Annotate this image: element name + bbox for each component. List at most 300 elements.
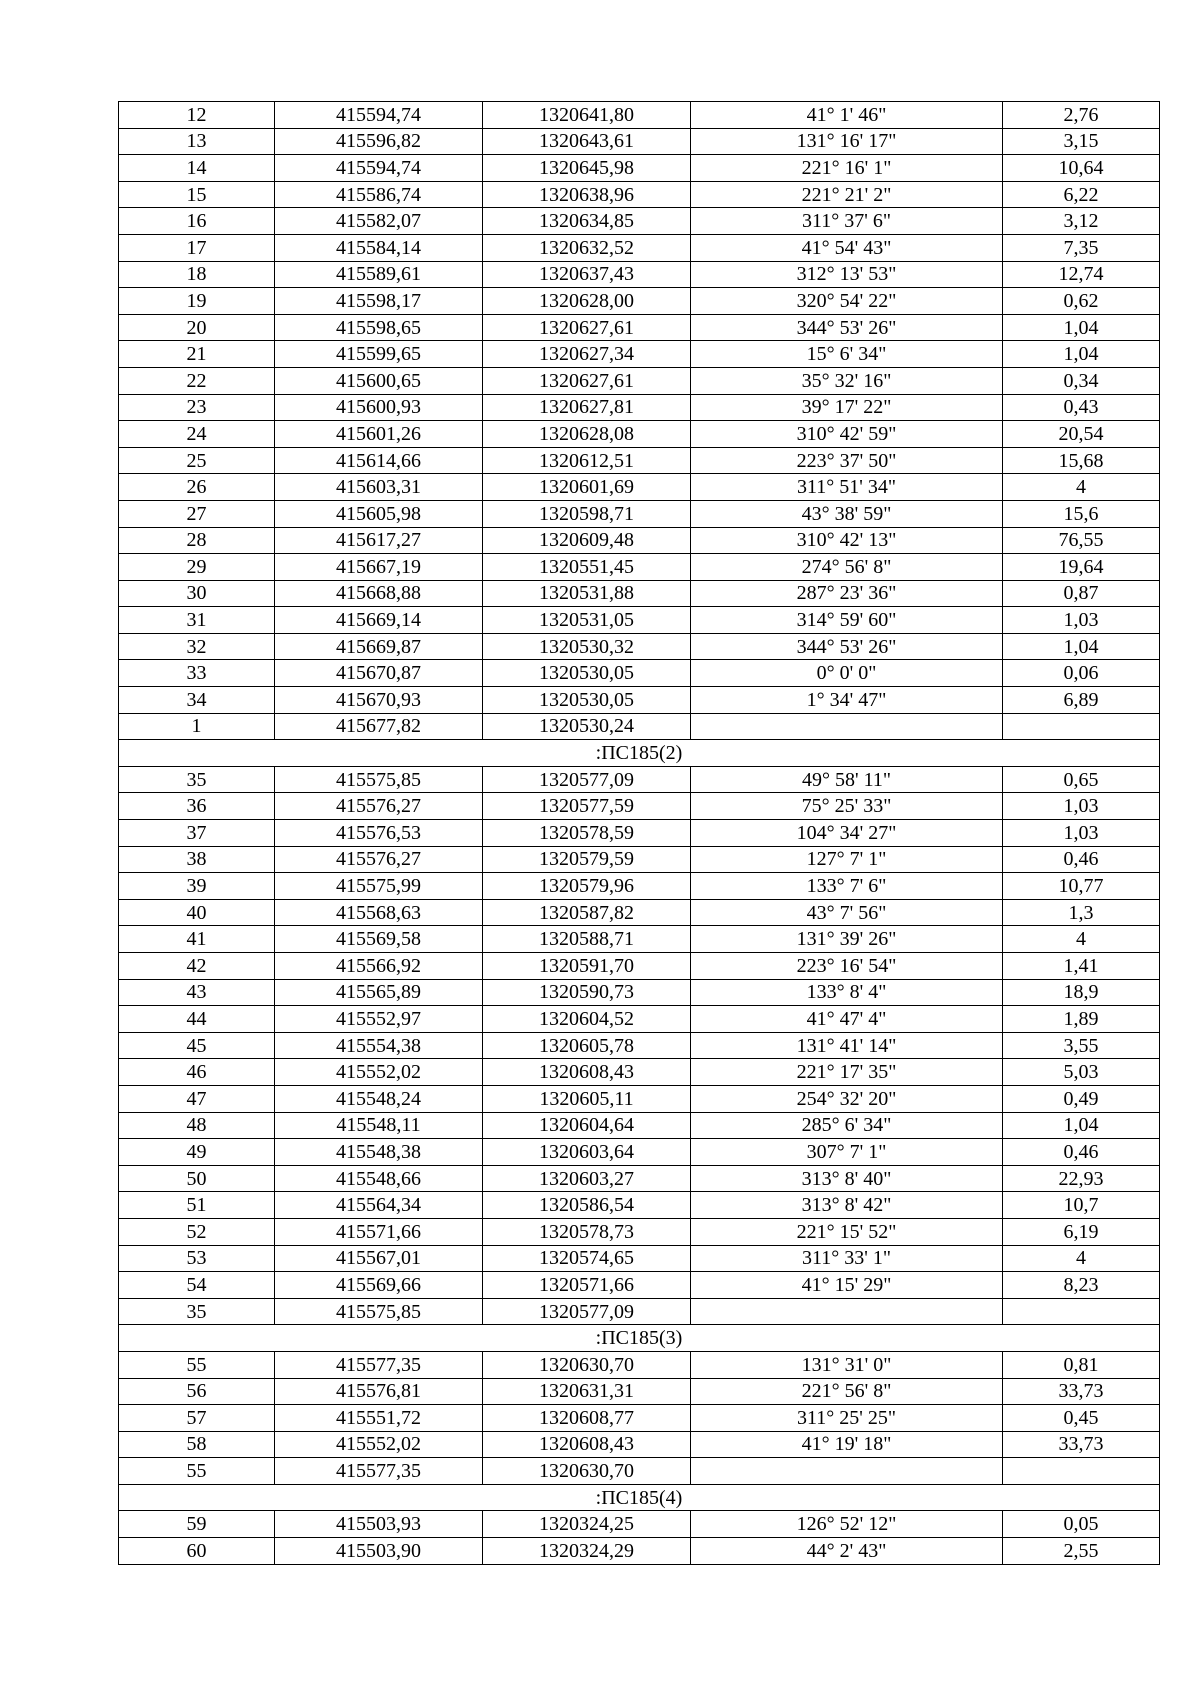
point-number-cell: 37 xyxy=(119,820,275,847)
direction-angle-cell: 131° 39' 26" xyxy=(691,926,1003,953)
point-number-cell: 40 xyxy=(119,899,275,926)
direction-angle-cell: 15° 6' 34" xyxy=(691,341,1003,368)
table-row xyxy=(119,554,1160,581)
direction-angle-cell: 311° 33' 1" xyxy=(691,1245,1003,1272)
direction-angle-cell: 274° 56' 8" xyxy=(691,554,1003,581)
direction-angle-cell: 131° 41' 14" xyxy=(691,1032,1003,1059)
distance-cell: 1,04 xyxy=(1003,314,1160,341)
y-coordinate-cell: 1320605,11 xyxy=(483,1085,691,1112)
distance-cell: 0,43 xyxy=(1003,394,1160,421)
direction-angle-cell: 131° 16' 17" xyxy=(691,128,1003,155)
y-coordinate-cell: 1320530,05 xyxy=(483,687,691,714)
table-row xyxy=(119,1431,1160,1458)
point-number-cell: 17 xyxy=(119,234,275,261)
distance-cell: 1,04 xyxy=(1003,633,1160,660)
table-row xyxy=(119,367,1160,394)
x-coordinate-cell: 415605,98 xyxy=(275,500,483,527)
x-coordinate-cell: 415667,19 xyxy=(275,554,483,581)
direction-angle-cell xyxy=(691,713,1003,740)
distance-cell: 8,23 xyxy=(1003,1272,1160,1299)
distance-cell: 18,9 xyxy=(1003,979,1160,1006)
y-coordinate-cell: 1320608,43 xyxy=(483,1059,691,1086)
section-header-row xyxy=(119,1325,1160,1352)
y-coordinate-cell: 1320530,32 xyxy=(483,633,691,660)
direction-angle-cell: 221° 21' 2" xyxy=(691,181,1003,208)
direction-angle-cell: 312° 13' 53" xyxy=(691,261,1003,288)
x-coordinate-cell: 415568,63 xyxy=(275,899,483,926)
table-row xyxy=(119,474,1160,501)
point-number-cell: 32 xyxy=(119,633,275,660)
distance-cell: 76,55 xyxy=(1003,527,1160,554)
x-coordinate-cell: 415601,26 xyxy=(275,421,483,448)
point-number-cell: 46 xyxy=(119,1059,275,1086)
point-number-cell: 53 xyxy=(119,1245,275,1272)
distance-cell: 4 xyxy=(1003,926,1160,953)
x-coordinate-cell: 415589,61 xyxy=(275,261,483,288)
distance-cell: 4 xyxy=(1003,474,1160,501)
point-number-cell: 52 xyxy=(119,1218,275,1245)
distance-cell: 5,03 xyxy=(1003,1059,1160,1086)
table-row xyxy=(119,421,1160,448)
direction-angle-cell: 221° 17' 35" xyxy=(691,1059,1003,1086)
x-coordinate-cell: 415567,01 xyxy=(275,1245,483,1272)
point-number-cell: 54 xyxy=(119,1272,275,1299)
y-coordinate-cell: 1320609,48 xyxy=(483,527,691,554)
table-row xyxy=(119,128,1160,155)
distance-cell: 6,89 xyxy=(1003,687,1160,714)
table-row xyxy=(119,1218,1160,1245)
y-coordinate-cell: 1320574,65 xyxy=(483,1245,691,1272)
y-coordinate-cell: 1320531,05 xyxy=(483,607,691,634)
distance-cell: 6,22 xyxy=(1003,181,1160,208)
y-coordinate-cell: 1320601,69 xyxy=(483,474,691,501)
x-coordinate-cell: 415552,02 xyxy=(275,1059,483,1086)
table-row xyxy=(119,1165,1160,1192)
direction-angle-cell: 44° 2' 43" xyxy=(691,1538,1003,1565)
table-row xyxy=(119,341,1160,368)
point-number-cell: 16 xyxy=(119,208,275,235)
y-coordinate-cell: 1320631,31 xyxy=(483,1378,691,1405)
point-number-cell: 1 xyxy=(119,713,275,740)
direction-angle-cell: 41° 47' 4" xyxy=(691,1006,1003,1033)
x-coordinate-cell: 415577,35 xyxy=(275,1458,483,1485)
distance-cell: 7,35 xyxy=(1003,234,1160,261)
y-coordinate-cell: 1320324,29 xyxy=(483,1538,691,1565)
y-coordinate-cell: 1320645,98 xyxy=(483,155,691,182)
table-row xyxy=(119,1085,1160,1112)
direction-angle-cell xyxy=(691,1458,1003,1485)
y-coordinate-cell: 1320628,08 xyxy=(483,421,691,448)
x-coordinate-cell: 415598,65 xyxy=(275,314,483,341)
distance-cell: 1,04 xyxy=(1003,341,1160,368)
y-coordinate-cell: 1320637,43 xyxy=(483,261,691,288)
point-number-cell: 59 xyxy=(119,1511,275,1538)
direction-angle-cell xyxy=(691,1298,1003,1325)
table-row xyxy=(119,979,1160,1006)
point-number-cell: 35 xyxy=(119,766,275,793)
distance-cell: 2,76 xyxy=(1003,102,1160,129)
table-row xyxy=(119,314,1160,341)
x-coordinate-cell: 415669,87 xyxy=(275,633,483,660)
point-number-cell: 56 xyxy=(119,1378,275,1405)
point-number-cell: 47 xyxy=(119,1085,275,1112)
point-number-cell: 13 xyxy=(119,128,275,155)
distance-cell: 1,89 xyxy=(1003,1006,1160,1033)
x-coordinate-cell: 415577,35 xyxy=(275,1351,483,1378)
table-row xyxy=(119,102,1160,129)
y-coordinate-cell: 1320630,70 xyxy=(483,1458,691,1485)
table-row xyxy=(119,1245,1160,1272)
distance-cell: 0,46 xyxy=(1003,1139,1160,1166)
x-coordinate-cell: 415552,02 xyxy=(275,1431,483,1458)
table-row xyxy=(119,1458,1160,1485)
x-coordinate-cell: 415548,38 xyxy=(275,1139,483,1166)
point-number-cell: 55 xyxy=(119,1458,275,1485)
direction-angle-cell: 126° 52' 12" xyxy=(691,1511,1003,1538)
point-number-cell: 38 xyxy=(119,846,275,873)
y-coordinate-cell: 1320608,77 xyxy=(483,1405,691,1432)
point-number-cell: 31 xyxy=(119,607,275,634)
direction-angle-cell: 344° 53' 26" xyxy=(691,633,1003,660)
direction-angle-cell: 41° 1' 46" xyxy=(691,102,1003,129)
point-number-cell: 26 xyxy=(119,474,275,501)
y-coordinate-cell: 1320571,66 xyxy=(483,1272,691,1299)
table-row xyxy=(119,953,1160,980)
direction-angle-cell: 310° 42' 59" xyxy=(691,421,1003,448)
distance-cell: 2,55 xyxy=(1003,1538,1160,1565)
point-number-cell: 51 xyxy=(119,1192,275,1219)
table-row xyxy=(119,633,1160,660)
table-row xyxy=(119,500,1160,527)
y-coordinate-cell: 1320634,85 xyxy=(483,208,691,235)
x-coordinate-cell: 415564,34 xyxy=(275,1192,483,1219)
direction-angle-cell: 320° 54' 22" xyxy=(691,288,1003,315)
point-number-cell: 42 xyxy=(119,953,275,980)
y-coordinate-cell: 1320579,59 xyxy=(483,846,691,873)
point-number-cell: 24 xyxy=(119,421,275,448)
direction-angle-cell: 35° 32' 16" xyxy=(691,367,1003,394)
direction-angle-cell: 133° 8' 4" xyxy=(691,979,1003,1006)
point-number-cell: 50 xyxy=(119,1165,275,1192)
distance-cell: 0,87 xyxy=(1003,580,1160,607)
y-coordinate-cell: 1320579,96 xyxy=(483,873,691,900)
x-coordinate-cell: 415586,74 xyxy=(275,181,483,208)
x-coordinate-cell: 415596,82 xyxy=(275,128,483,155)
direction-angle-cell: 287° 23' 36" xyxy=(691,580,1003,607)
direction-angle-cell: 49° 58' 11" xyxy=(691,766,1003,793)
x-coordinate-cell: 415670,87 xyxy=(275,660,483,687)
x-coordinate-cell: 415614,66 xyxy=(275,447,483,474)
y-coordinate-cell: 1320590,73 xyxy=(483,979,691,1006)
distance-cell: 12,74 xyxy=(1003,261,1160,288)
x-coordinate-cell: 415584,14 xyxy=(275,234,483,261)
direction-angle-cell: 307° 7' 1" xyxy=(691,1139,1003,1166)
table-row xyxy=(119,793,1160,820)
table-row xyxy=(119,261,1160,288)
point-number-cell: 19 xyxy=(119,288,275,315)
y-coordinate-cell: 1320638,96 xyxy=(483,181,691,208)
point-number-cell: 55 xyxy=(119,1351,275,1378)
table-row xyxy=(119,1272,1160,1299)
table-row xyxy=(119,607,1160,634)
point-number-cell: 34 xyxy=(119,687,275,714)
x-coordinate-cell: 415565,89 xyxy=(275,979,483,1006)
point-number-cell: 29 xyxy=(119,554,275,581)
x-coordinate-cell: 415575,85 xyxy=(275,1298,483,1325)
distance-cell: 0,81 xyxy=(1003,1351,1160,1378)
x-coordinate-cell: 415598,17 xyxy=(275,288,483,315)
table-row xyxy=(119,1351,1160,1378)
point-number-cell: 48 xyxy=(119,1112,275,1139)
y-coordinate-cell: 1320530,05 xyxy=(483,660,691,687)
point-number-cell: 58 xyxy=(119,1431,275,1458)
x-coordinate-cell: 415548,24 xyxy=(275,1085,483,1112)
distance-cell: 10,77 xyxy=(1003,873,1160,900)
y-coordinate-cell: 1320630,70 xyxy=(483,1351,691,1378)
x-coordinate-cell: 415548,11 xyxy=(275,1112,483,1139)
distance-cell: 0,05 xyxy=(1003,1511,1160,1538)
x-coordinate-cell: 415617,27 xyxy=(275,527,483,554)
y-coordinate-cell: 1320530,24 xyxy=(483,713,691,740)
y-coordinate-cell: 1320605,78 xyxy=(483,1032,691,1059)
y-coordinate-cell: 1320598,71 xyxy=(483,500,691,527)
distance-cell: 3,55 xyxy=(1003,1032,1160,1059)
table-row xyxy=(119,713,1160,740)
direction-angle-cell: 43° 7' 56" xyxy=(691,899,1003,926)
y-coordinate-cell: 1320324,25 xyxy=(483,1511,691,1538)
x-coordinate-cell: 415599,65 xyxy=(275,341,483,368)
table-row xyxy=(119,580,1160,607)
point-number-cell: 43 xyxy=(119,979,275,1006)
direction-angle-cell: 254° 32' 20" xyxy=(691,1085,1003,1112)
y-coordinate-cell: 1320591,70 xyxy=(483,953,691,980)
distance-cell: 1,03 xyxy=(1003,820,1160,847)
point-number-cell: 35 xyxy=(119,1298,275,1325)
y-coordinate-cell: 1320578,59 xyxy=(483,820,691,847)
point-number-cell: 27 xyxy=(119,500,275,527)
point-number-cell: 36 xyxy=(119,793,275,820)
coordinates-table-body xyxy=(119,102,1160,1565)
x-coordinate-cell: 415576,81 xyxy=(275,1378,483,1405)
x-coordinate-cell: 415576,53 xyxy=(275,820,483,847)
y-coordinate-cell: 1320578,73 xyxy=(483,1218,691,1245)
x-coordinate-cell: 415575,85 xyxy=(275,766,483,793)
direction-angle-cell: 311° 25' 25" xyxy=(691,1405,1003,1432)
table-row xyxy=(119,1511,1160,1538)
x-coordinate-cell: 415566,92 xyxy=(275,953,483,980)
table-row xyxy=(119,873,1160,900)
point-number-cell: 33 xyxy=(119,660,275,687)
direction-angle-cell: 127° 7' 1" xyxy=(691,846,1003,873)
point-number-cell: 15 xyxy=(119,181,275,208)
distance-cell: 20,54 xyxy=(1003,421,1160,448)
table-row xyxy=(119,527,1160,554)
y-coordinate-cell: 1320577,09 xyxy=(483,1298,691,1325)
y-coordinate-cell: 1320604,52 xyxy=(483,1006,691,1033)
direction-angle-cell: 313° 8' 42" xyxy=(691,1192,1003,1219)
x-coordinate-cell: 415576,27 xyxy=(275,793,483,820)
y-coordinate-cell: 1320586,54 xyxy=(483,1192,691,1219)
table-row xyxy=(119,394,1160,421)
coordinates-table xyxy=(118,101,1160,1565)
point-number-cell: 57 xyxy=(119,1405,275,1432)
section-title: :ПС185(4) xyxy=(119,1484,1160,1511)
direction-angle-cell: 344° 53' 26" xyxy=(691,314,1003,341)
distance-cell: 0,34 xyxy=(1003,367,1160,394)
point-number-cell: 18 xyxy=(119,261,275,288)
x-coordinate-cell: 415575,99 xyxy=(275,873,483,900)
distance-cell: 22,93 xyxy=(1003,1165,1160,1192)
section-title: :ПС185(2) xyxy=(119,740,1160,767)
point-number-cell: 39 xyxy=(119,873,275,900)
y-coordinate-cell: 1320587,82 xyxy=(483,899,691,926)
distance-cell: 0,62 xyxy=(1003,288,1160,315)
direction-angle-cell: 41° 15' 29" xyxy=(691,1272,1003,1299)
direction-angle-cell: 0° 0' 0" xyxy=(691,660,1003,687)
direction-angle-cell: 104° 34' 27" xyxy=(691,820,1003,847)
point-number-cell: 23 xyxy=(119,394,275,421)
x-coordinate-cell: 415548,66 xyxy=(275,1165,483,1192)
section-title: :ПС185(3) xyxy=(119,1325,1160,1352)
distance-cell: 3,15 xyxy=(1003,128,1160,155)
point-number-cell: 41 xyxy=(119,926,275,953)
table-row xyxy=(119,1032,1160,1059)
distance-cell: 4 xyxy=(1003,1245,1160,1272)
point-number-cell: 20 xyxy=(119,314,275,341)
table-row xyxy=(119,1006,1160,1033)
table-row xyxy=(119,234,1160,261)
direction-angle-cell: 43° 38' 59" xyxy=(691,500,1003,527)
y-coordinate-cell: 1320588,71 xyxy=(483,926,691,953)
y-coordinate-cell: 1320531,88 xyxy=(483,580,691,607)
y-coordinate-cell: 1320632,52 xyxy=(483,234,691,261)
x-coordinate-cell: 415600,93 xyxy=(275,394,483,421)
point-number-cell: 22 xyxy=(119,367,275,394)
x-coordinate-cell: 415600,65 xyxy=(275,367,483,394)
point-number-cell: 49 xyxy=(119,1139,275,1166)
direction-angle-cell: 1° 34' 47" xyxy=(691,687,1003,714)
direction-angle-cell: 41° 54' 43" xyxy=(691,234,1003,261)
direction-angle-cell: 311° 37' 6" xyxy=(691,208,1003,235)
direction-angle-cell: 75° 25' 33" xyxy=(691,793,1003,820)
table-row xyxy=(119,926,1160,953)
distance-cell: 1,04 xyxy=(1003,1112,1160,1139)
x-coordinate-cell: 415554,38 xyxy=(275,1032,483,1059)
distance-cell: 0,49 xyxy=(1003,1085,1160,1112)
y-coordinate-cell: 1320603,64 xyxy=(483,1139,691,1166)
y-coordinate-cell: 1320627,61 xyxy=(483,367,691,394)
y-coordinate-cell: 1320643,61 xyxy=(483,128,691,155)
table-row xyxy=(119,846,1160,873)
x-coordinate-cell: 415503,93 xyxy=(275,1511,483,1538)
table-row xyxy=(119,1192,1160,1219)
distance-cell: 33,73 xyxy=(1003,1378,1160,1405)
table-row xyxy=(119,181,1160,208)
distance-cell xyxy=(1003,713,1160,740)
table-row xyxy=(119,899,1160,926)
x-coordinate-cell: 415576,27 xyxy=(275,846,483,873)
table-row xyxy=(119,1059,1160,1086)
direction-angle-cell: 131° 31' 0" xyxy=(691,1351,1003,1378)
point-number-cell: 28 xyxy=(119,527,275,554)
point-number-cell: 25 xyxy=(119,447,275,474)
y-coordinate-cell: 1320612,51 xyxy=(483,447,691,474)
direction-angle-cell: 310° 42' 13" xyxy=(691,527,1003,554)
x-coordinate-cell: 415669,14 xyxy=(275,607,483,634)
point-number-cell: 12 xyxy=(119,102,275,129)
point-number-cell: 45 xyxy=(119,1032,275,1059)
direction-angle-cell: 39° 17' 22" xyxy=(691,394,1003,421)
distance-cell: 19,64 xyxy=(1003,554,1160,581)
direction-angle-cell: 313° 8' 40" xyxy=(691,1165,1003,1192)
y-coordinate-cell: 1320603,27 xyxy=(483,1165,691,1192)
point-number-cell: 14 xyxy=(119,155,275,182)
direction-angle-cell: 314° 59' 60" xyxy=(691,607,1003,634)
y-coordinate-cell: 1320627,61 xyxy=(483,314,691,341)
distance-cell: 1,41 xyxy=(1003,953,1160,980)
x-coordinate-cell: 415594,74 xyxy=(275,155,483,182)
distance-cell: 33,73 xyxy=(1003,1431,1160,1458)
x-coordinate-cell: 415594,74 xyxy=(275,102,483,129)
x-coordinate-cell: 415569,66 xyxy=(275,1272,483,1299)
table-row xyxy=(119,766,1160,793)
distance-cell: 1,03 xyxy=(1003,607,1160,634)
table-row xyxy=(119,1112,1160,1139)
direction-angle-cell: 311° 51' 34" xyxy=(691,474,1003,501)
section-header-row xyxy=(119,740,1160,767)
direction-angle-cell: 221° 15' 52" xyxy=(691,1218,1003,1245)
distance-cell: 1,3 xyxy=(1003,899,1160,926)
x-coordinate-cell: 415571,66 xyxy=(275,1218,483,1245)
table-row xyxy=(119,288,1160,315)
point-number-cell: 21 xyxy=(119,341,275,368)
direction-angle-cell: 133° 7' 6" xyxy=(691,873,1003,900)
distance-cell: 10,7 xyxy=(1003,1192,1160,1219)
distance-cell: 0,45 xyxy=(1003,1405,1160,1432)
distance-cell xyxy=(1003,1298,1160,1325)
point-number-cell: 44 xyxy=(119,1006,275,1033)
table-row xyxy=(119,1378,1160,1405)
y-coordinate-cell: 1320577,59 xyxy=(483,793,691,820)
direction-angle-cell: 285° 6' 34" xyxy=(691,1112,1003,1139)
direction-angle-cell: 41° 19' 18" xyxy=(691,1431,1003,1458)
y-coordinate-cell: 1320627,34 xyxy=(483,341,691,368)
y-coordinate-cell: 1320628,00 xyxy=(483,288,691,315)
y-coordinate-cell: 1320551,45 xyxy=(483,554,691,581)
direction-angle-cell: 221° 16' 1" xyxy=(691,155,1003,182)
x-coordinate-cell: 415603,31 xyxy=(275,474,483,501)
y-coordinate-cell: 1320627,81 xyxy=(483,394,691,421)
table-row xyxy=(119,1405,1160,1432)
x-coordinate-cell: 415551,72 xyxy=(275,1405,483,1432)
distance-cell: 1,03 xyxy=(1003,793,1160,820)
distance-cell: 0,65 xyxy=(1003,766,1160,793)
distance-cell: 0,06 xyxy=(1003,660,1160,687)
distance-cell: 15,68 xyxy=(1003,447,1160,474)
distance-cell: 6,19 xyxy=(1003,1218,1160,1245)
direction-angle-cell: 223° 16' 54" xyxy=(691,953,1003,980)
direction-angle-cell: 221° 56' 8" xyxy=(691,1378,1003,1405)
table-row xyxy=(119,155,1160,182)
table-row xyxy=(119,208,1160,235)
x-coordinate-cell: 415569,58 xyxy=(275,926,483,953)
distance-cell: 15,6 xyxy=(1003,500,1160,527)
point-number-cell: 60 xyxy=(119,1538,275,1565)
table-row xyxy=(119,447,1160,474)
x-coordinate-cell: 415668,88 xyxy=(275,580,483,607)
y-coordinate-cell: 1320608,43 xyxy=(483,1431,691,1458)
table-row xyxy=(119,1298,1160,1325)
